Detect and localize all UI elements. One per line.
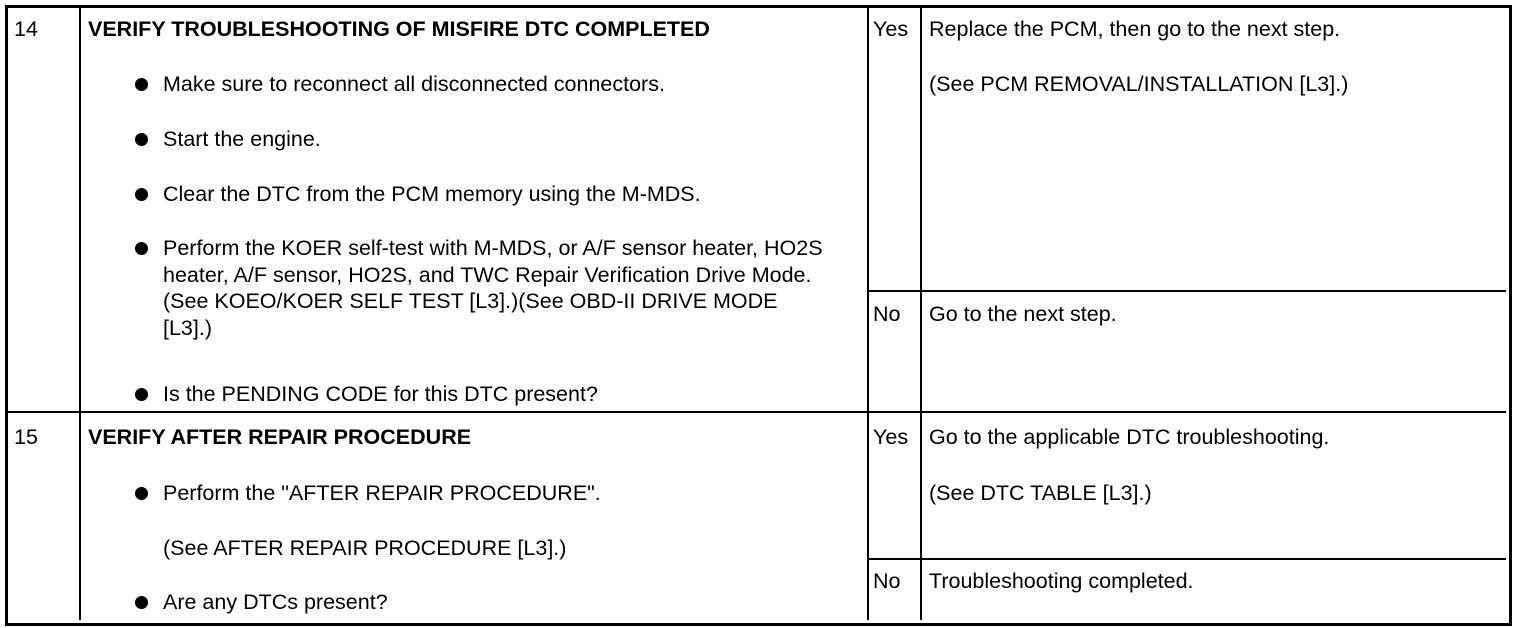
step-heading: VERIFY AFTER REPAIR PROCEDURE <box>88 425 472 449</box>
result-yes-label: Yes <box>873 425 909 449</box>
column-divider-result <box>867 8 869 620</box>
step-bullet-text: Are any DTCs present? <box>163 590 388 614</box>
no-action-text: Go to the next step. <box>929 302 1117 326</box>
yes-action-text: Replace the PCM, then go to the next step. <box>929 17 1341 41</box>
step-bullet-text: Start the engine. <box>163 127 321 151</box>
column-divider-action <box>920 8 922 620</box>
row-divider-step-15-no <box>867 558 1506 560</box>
step-bullet-text: Clear the DTC from the PCM memory using the M-MDS. <box>163 182 701 206</box>
bullet-icon <box>135 487 148 500</box>
row-divider-step-15 <box>8 411 1506 413</box>
yes-action-text: Go to the applicable DTC troubleshooting. <box>929 425 1330 449</box>
step-number: 14 <box>14 17 38 41</box>
step-reference-text: (See AFTER REPAIR PROCEDURE [L3].) <box>163 536 567 560</box>
row-divider-step-14-no <box>867 290 1506 292</box>
step-bullet-text: Is the PENDING CODE for this DTC present? <box>163 382 598 406</box>
bullet-icon <box>135 133 148 146</box>
no-action-text: Troubleshooting completed. <box>929 569 1194 593</box>
bullet-icon <box>135 78 148 91</box>
column-divider-step <box>79 8 81 620</box>
bullet-icon <box>135 188 148 201</box>
step-bullet-text: Perform the "AFTER REPAIR PROCEDURE". <box>163 481 601 505</box>
bullet-icon <box>135 596 148 609</box>
result-yes-label: Yes <box>873 17 909 41</box>
step-number: 15 <box>14 425 38 449</box>
bullet-icon <box>135 388 148 401</box>
yes-reference-text: (See PCM REMOVAL/INSTALLATION [L3].) <box>929 72 1349 96</box>
result-no-label: No <box>873 569 901 593</box>
bullet-icon <box>135 242 148 255</box>
yes-reference-text: (See DTC TABLE [L3].) <box>929 481 1152 505</box>
result-no-label: No <box>873 302 901 326</box>
step-bullet-text: Make sure to reconnect all disconnected connectors. <box>163 72 665 96</box>
step-heading: VERIFY TROUBLESHOOTING OF MISFIRE DTC COMPLETED <box>88 17 710 41</box>
step-bullet-text: Perform the KOER self-test with M-MDS, or A/F sensor heater, HO2S heater, A/F sensor, HO2S, and TWC Repair Verification Drive Mode. (See KOEO/KOER SELF TEST [L3].)(See OBD-II DRIVE MODE [L3].) <box>163 236 823 340</box>
